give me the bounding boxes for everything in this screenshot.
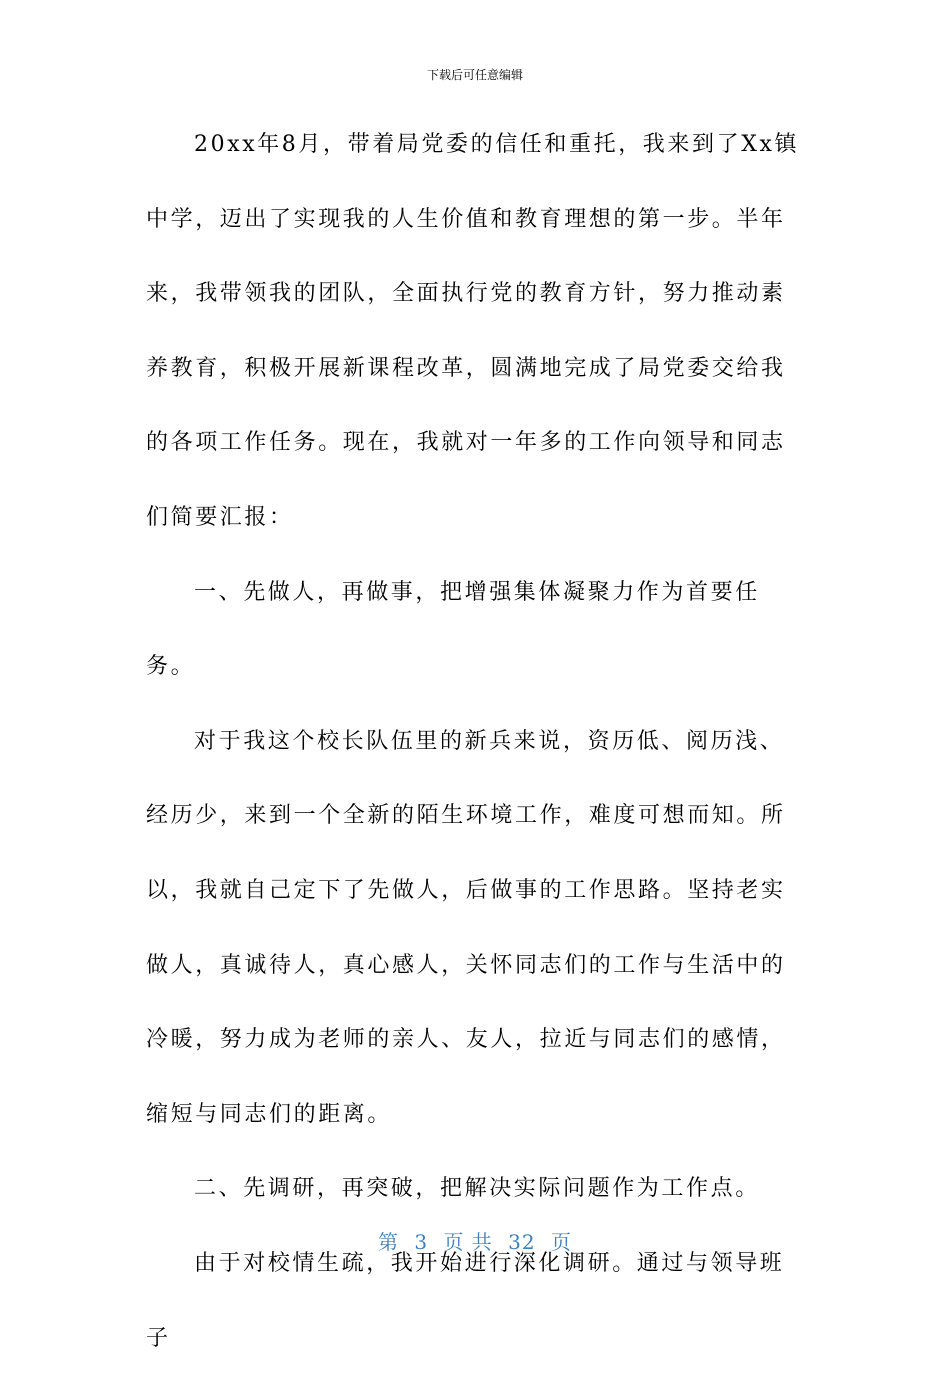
paragraph-section-1: 对于我这个校长队伍里的新兵来说，资历低、阅历浅、经历少，来到一个全新的陌生环境工作，难度可想而知。所以，我就自己定下了先做人，后做事的工作思路。坚持老实做人，真诚待人，真心感人，关怀同志们的工作与生活中的冷暖，努力成为老师的亲人、友人，拉近与同志们的感情，缩短与同志们的距离。 [146, 728, 786, 1127]
section-heading-2: 二、先调研，再突破，把解决实际问题作为工作点。 [194, 1176, 760, 1202]
document-body [146, 108, 806, 1376]
paragraph-intro: 20xx年8月，带着局党委的信任和重托，我来到了Xx镇中学，迈出了实现我的人生价值和教育理想的第一步。半年来，我带领我的团队，全面执行党的教育方针，努力推动素养教育，积极开展新课程改革，圆满地完成了局党委交给我的各项工作任务。现在，我就对一年多的工作向领导和同志们简要汇报： [146, 132, 800, 530]
footer-middle: 页 共 [443, 1230, 493, 1254]
footer-prefix: 第 [378, 1230, 399, 1254]
footer-suffix: 页 [550, 1230, 572, 1254]
header-note: 下载后可任意编辑 [426, 68, 523, 82]
section-heading-1: 一、先做人，再做事，把增强集体凝聚力作为首要任务。 [146, 579, 760, 680]
page-footer [0, 1226, 950, 1255]
paragraph-section-2: 由于对校情生疏，我开始进行深化调研。通过与领导班子 [146, 1250, 785, 1351]
footer-page-number: 3 [414, 1230, 429, 1254]
footer-total-pages: 32 [508, 1230, 536, 1254]
